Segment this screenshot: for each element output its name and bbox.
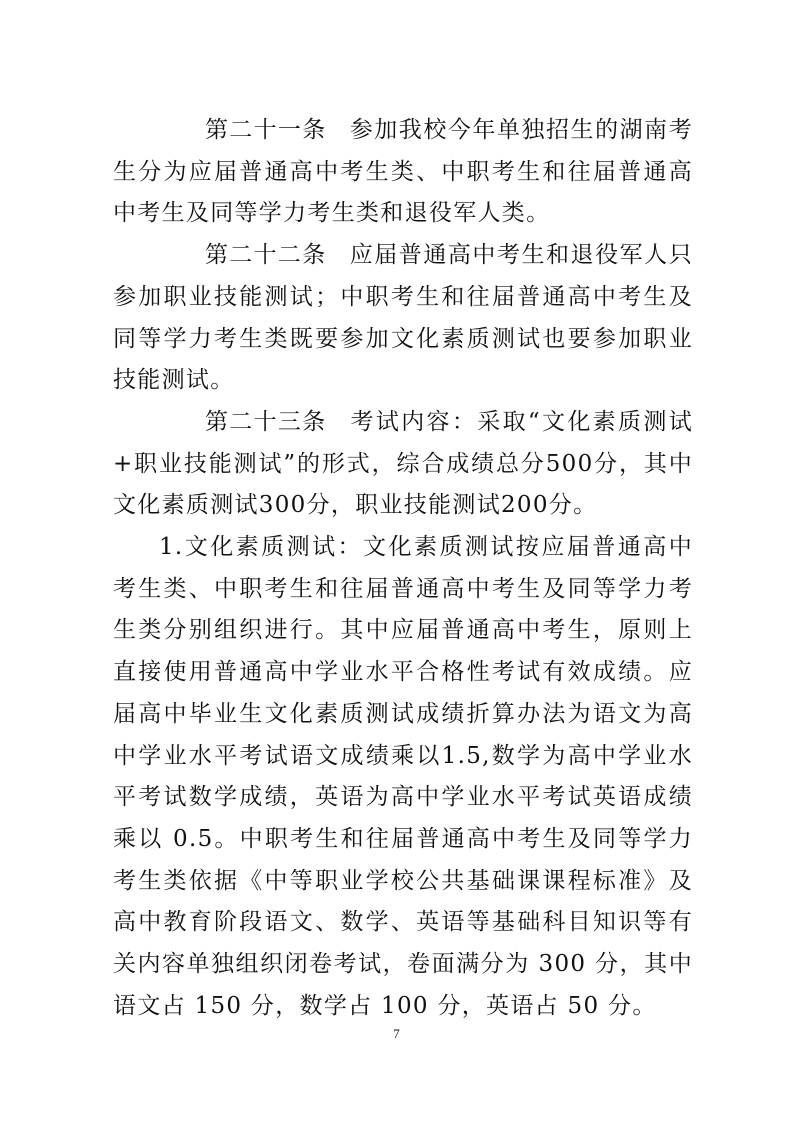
document-body — [113, 110, 693, 1027]
paragraph-text: 考试内容：采取“文化素质测试+职业技能测试”的形式，综合成绩总分500分，其中文化素质测试300分，职业技能测试200分。 — [113, 408, 693, 519]
paragraph-text: 1.文化素质测试：文化素质测试按应届普通高中考生类、中职考生和往届普通高中考生及同等学力考生类分别组织进行。其中应届普通高中考生，原则上直接使用普通高中学业水平合格性考试有效成绩。应届高中毕业生文化素质测试成绩折算办法为语文为高中学业水平考试语文成绩乘以1.5,数学为高中学业水平考试数学成绩，英语为高中学业水平考试英语成绩乘以 0.5。中职考生和往届普通高中考生及同等学力考生类依据《中等职业学校公共基础课课程标准》及高中教育阶段语文、数学、英语等基础科目知识等有关内容单独组织闭卷考试，卷面满分为 300 分，其中语文占 150 分，数学占 100 分，英语占 50 分。 — [113, 534, 693, 1019]
paragraph-text: 应届普通高中考生和退役军人只参加职业技能测试；中职考生和往届普通高中考生及同等学力考生类既要参加文化素质测试也要参加职业技能测试。 — [113, 242, 693, 394]
article-heading: 第二十一条 — [205, 117, 327, 143]
paragraph-article-23 — [113, 402, 693, 527]
paragraph-article-22 — [113, 235, 693, 402]
paragraph-text: 参加我校今年单独招生的湖南考生分为应届普通高中考生类、中职考生和往届普通高中考生及同等学力考生类和退役军人类。 — [113, 117, 693, 227]
page-number: 7 — [393, 1026, 400, 1041]
article-heading: 第二十三条 — [205, 408, 327, 435]
paragraph-article-21 — [113, 110, 693, 235]
article-heading: 第二十二条 — [205, 242, 327, 269]
paragraph-cultural-test — [113, 527, 693, 1027]
